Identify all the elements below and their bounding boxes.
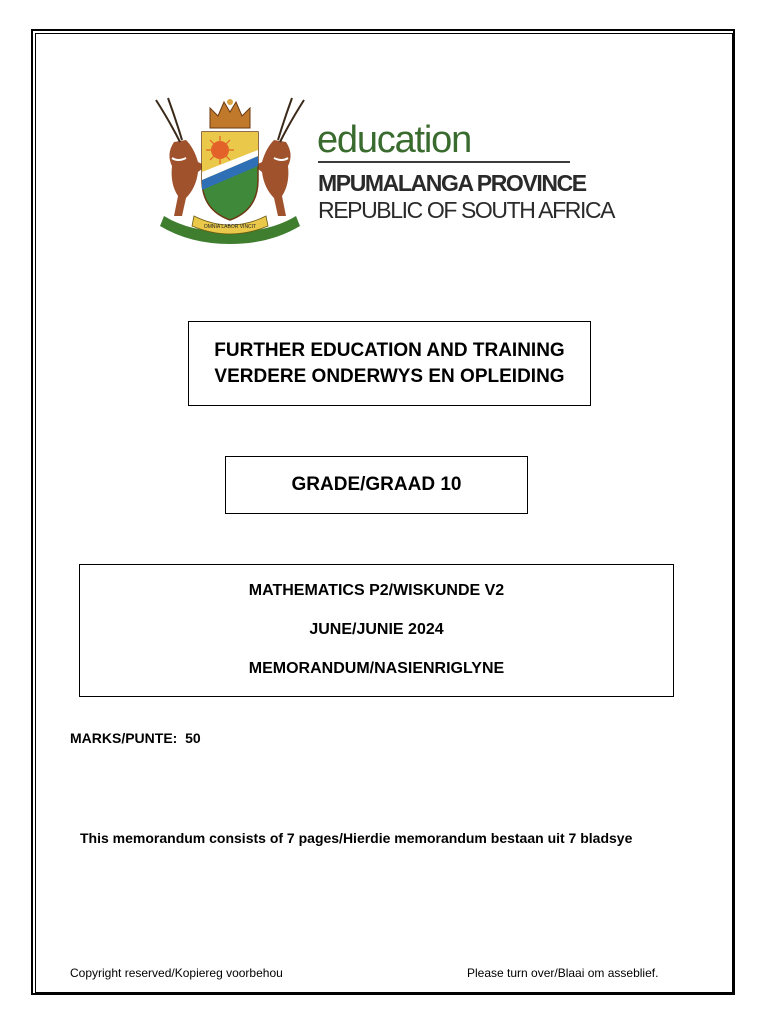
brand-divider [318, 161, 570, 163]
phase-box [188, 321, 591, 406]
brand-province: MPUMALANGA PROVINCE [318, 170, 586, 196]
phase-line-1: FURTHER EDUCATION AND TRAINING [214, 340, 565, 361]
marks-line [70, 730, 201, 746]
phase-line-2: VERDERE ONDERWYS EN OPLEIDING [214, 366, 565, 387]
grade-title: GRADE/GRAAD 10 [291, 474, 462, 495]
subject-session: JUNE/JUNIE 2024 [309, 621, 444, 638]
motto-text: OMNIA LABOR VINCIT [203, 224, 257, 230]
brand-country: REPUBLIC OF SOUTH AFRICA [318, 197, 615, 223]
pages-note: This memorandum consists of 7 pages/Hierdie memorandum bestaan uit 7 bladsye [80, 830, 633, 846]
footer-turn-over: Please turn over/Blaai om asseblief. [467, 966, 659, 980]
footer-copyright: Copyright reserved/Kopiereg voorbehou [70, 966, 283, 980]
brand-block [318, 120, 614, 224]
coat-of-arms-logo [150, 92, 310, 248]
marks-value: 50 [185, 730, 201, 746]
subject-box [79, 564, 674, 697]
brand-education: education [317, 119, 472, 161]
subject-doc-type: MEMORANDUM/NASIENRIGLYNE [248, 660, 505, 677]
marks-label: MARKS/PUNTE: [70, 730, 178, 746]
subject-paper: MATHEMATICS P2/WISKUNDE V2 [248, 582, 505, 599]
grade-box [225, 456, 528, 514]
